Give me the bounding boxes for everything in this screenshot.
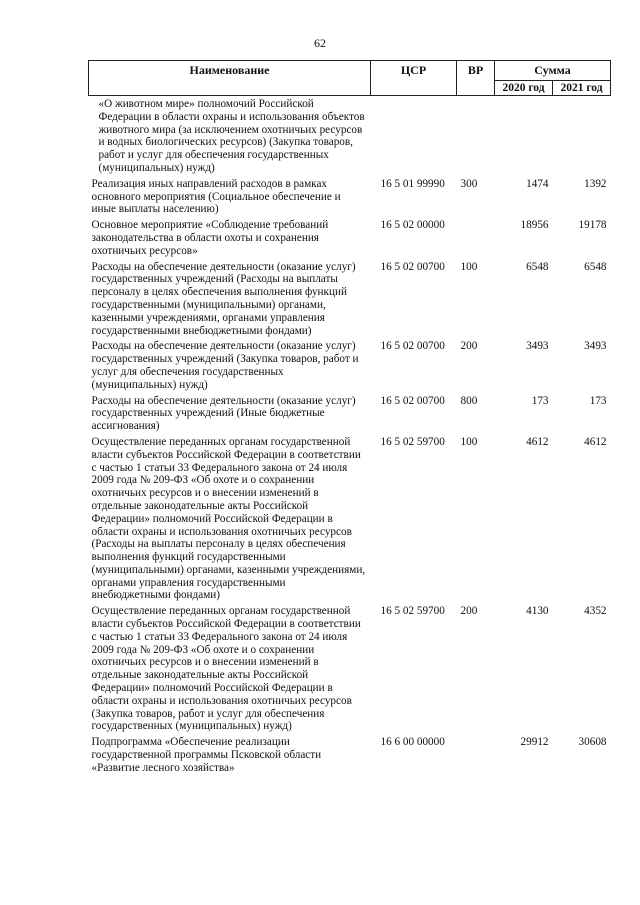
cell-csr: 16 6 00 00000: [380, 736, 445, 749]
cell-sum-2021: 173: [589, 394, 607, 407]
cell-csr: 16 5 02 59700: [380, 605, 445, 618]
cell-csr: 16 5 02 00700: [380, 340, 445, 353]
cell-sum-2020: 173: [531, 394, 549, 407]
cell-name: Расходы на обеспечение деятельности (оказание услуг) государственных учреждений (Закупка товаров, работ и услуг для обеспечения государственных (муниципальных) нужд): [91, 340, 359, 391]
cell-sum-2020: [495, 96, 553, 176]
cell-name: «О животном мире» полномочий Российской Федерации в области охраны и использования объектов животного мира (за исключением охотничьих ресурсов и водных биологических ресурсов) (Закупка товаров, работ и услуг для обеспечения государственных (муниципальных) нужд): [98, 98, 365, 174]
cell-vr: [457, 734, 495, 775]
cell-csr: 16 5 02 00700: [380, 260, 445, 273]
cell-sum-2021: 19178: [578, 219, 607, 232]
cell-vr: 100: [460, 260, 478, 273]
header-year-2020: 2020 год: [495, 81, 553, 96]
cell-name: Осуществление переданных органам государственной власти субъектов Российской Федерации в соответствии с частью 1 статьи 33 Федерального закона от 24 июля 2009 года № 209-ФЗ «Об охоте и о сохранении охотничьих ресурсов и о внесении изменений в отдельные законодательные акты Российской Федерации» полномочий Российской Федерации в области охраны и использования охотничьих ресурсов (Закупка товаров, работ и услуг для обеспечения государственных (муниципальных) нужд): [91, 605, 361, 733]
cell-name: Подпрограмма «Обеспечение реализации государственной программы Псковской области «Развитие лесного хозяйства»: [91, 736, 322, 774]
cell-sum-2020: 3493: [526, 340, 549, 353]
header-csr: ЦСР: [371, 61, 457, 96]
table-row: [89, 176, 611, 217]
budget-table: [88, 60, 611, 776]
cell-sum-2021: 3493: [584, 340, 607, 353]
table-row: [89, 603, 611, 734]
table-header: [89, 61, 611, 96]
cell-csr: 16 5 01 99990: [380, 177, 445, 190]
cell-sum-2021: 4612: [584, 435, 607, 448]
cell-vr: [457, 96, 495, 176]
cell-sum-2021: 4352: [584, 605, 607, 618]
header-name: Наименование: [89, 61, 371, 96]
budget-table-container: [88, 60, 610, 776]
table-row: [89, 217, 611, 258]
cell-vr: 300: [460, 177, 478, 190]
cell-sum-2021: 6548: [584, 260, 607, 273]
cell-vr: 200: [460, 605, 478, 618]
cell-name: Осуществление переданных органам государственной власти субъектов Российской Федерации в соответствии с частью 1 статьи 33 Федерального закона от 24 июля 2009 года № 209-ФЗ «Об охоте и о сохранении охотничьих ресурсов и о внесении изменений в отдельные законодательные акты Российской Федерации» полномочий Российской Федерации в области охраны и использования охотничьих ресурсов (Расходы на выплаты персоналу в целях обеспечения выполнения функций государственными (муниципальными) органами, казенными учреждениями, органами управления государственными внебюджетными фондами): [91, 435, 366, 602]
cell-sum-2020: 4130: [526, 605, 549, 618]
table-row: [89, 338, 611, 392]
table-row: [89, 259, 611, 339]
table-row: [89, 434, 611, 603]
cell-sum-2020: 4612: [526, 435, 549, 448]
table-row: [89, 96, 611, 176]
cell-name: Основное мероприятие «Соблюдение требований законодательства в области охоты и сохранения охотничьих ресурсов»: [91, 219, 329, 257]
header-year-2021: 2021 год: [553, 81, 611, 96]
cell-vr: 800: [460, 394, 478, 407]
cell-name: Расходы на обеспечение деятельности (оказание услуг) государственных учреждений (Иные бюджетные ассигнования): [91, 394, 356, 433]
cell-sum-2020: 29912: [520, 736, 549, 749]
header-sum: Сумма: [495, 61, 611, 81]
cell-sum-2021: [553, 96, 611, 176]
cell-vr: 200: [460, 340, 478, 353]
cell-csr: [371, 96, 457, 176]
cell-csr: 16 5 02 59700: [380, 435, 445, 448]
cell-name: Расходы на обеспечение деятельности (оказание услуг) государственных учреждений (Расходы на выплаты персоналу в целях обеспечения выполнения функций государственными (муниципальными) органами, казенными учреждениями, органами управления государственными внебюджетными фондами): [91, 260, 356, 337]
header-vr: ВР: [457, 61, 495, 96]
cell-name: Реализация иных направлений расходов в рамках основного мероприятия (Социальное обеспечение и иные выплаты населению): [91, 177, 341, 216]
cell-vr: 100: [460, 435, 478, 448]
cell-csr: 16 5 02 00000: [380, 219, 445, 232]
table-row: [89, 393, 611, 434]
cell-sum-2020: 18956: [520, 219, 549, 232]
cell-sum-2020: 6548: [526, 260, 549, 273]
cell-vr: [457, 217, 495, 258]
cell-sum-2021: 30608: [578, 736, 607, 749]
table-row: [89, 734, 611, 775]
page-number: 62: [314, 36, 326, 50]
cell-csr: 16 5 02 00700: [380, 394, 445, 407]
cell-sum-2020: 1474: [526, 177, 549, 190]
cell-sum-2021: 1392: [584, 177, 607, 190]
table-body: [89, 96, 611, 776]
